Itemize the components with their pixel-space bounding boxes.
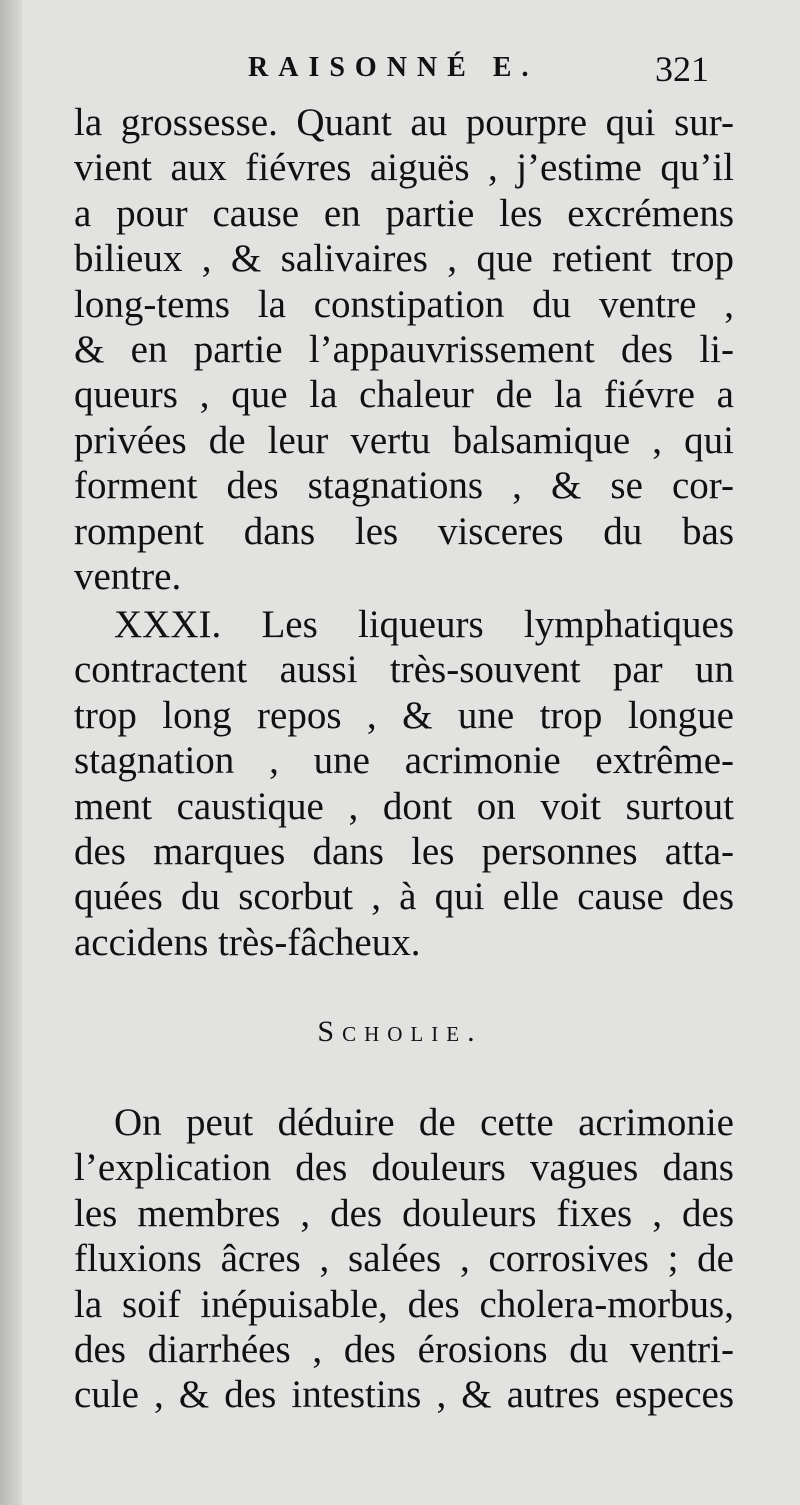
text-line: trop long repos , & une trop longue xyxy=(74,693,734,737)
text-line: bilieux , & salivaires , que retient trop xyxy=(74,237,734,281)
text-line: queurs , que la chaleur de la fiévre a xyxy=(74,373,734,417)
text-line: privées de leur vertu balsamique , qui xyxy=(74,418,734,462)
text-line: fluxions âcres , salées , corrosives ; de xyxy=(74,1237,734,1281)
text-line: ment caustique , dont on voit surtout xyxy=(74,784,734,828)
text-line: la soif inépuisable, des cholera-morbus, xyxy=(74,1282,734,1326)
text-line: On peut déduire de cette acrimonie xyxy=(114,1101,734,1144)
page-number: 321 xyxy=(655,49,709,89)
paragraph-2 xyxy=(74,602,734,965)
text-line: quées du scorbut , à qui elle cause des xyxy=(74,875,734,919)
text-line: a pour cause en partie les excrémens xyxy=(74,191,734,235)
running-head xyxy=(0,48,800,98)
text-line: contractent aussi très-souvent par un xyxy=(74,648,734,692)
text-line: long-tems la constipation du ventre , xyxy=(74,282,734,326)
text-line: XXXI. Les liqueurs lymphatiques xyxy=(114,603,734,646)
text-line: vient aux fiévres aiguës , j’estime qu’il xyxy=(74,146,734,190)
text-line: l’explication des douleurs vagues dans xyxy=(74,1146,734,1190)
section-heading: Scholie. xyxy=(317,1015,483,1048)
text-line: & en partie l’appauvrissement des li- xyxy=(74,327,734,371)
text-line: accidens très-fâcheux. xyxy=(74,920,421,964)
page-gutter-shadow xyxy=(0,0,22,1505)
running-title: RAISONNÉ E. xyxy=(248,52,539,83)
text-line: cule , & des intestins , & autres especes xyxy=(74,1373,734,1417)
text-line: forment des stagnations , & se cor- xyxy=(74,464,734,508)
text-line: rompent dans les visceres du bas xyxy=(74,509,734,553)
paragraph-1 xyxy=(74,100,734,599)
text-line: des marques dans les personnes atta- xyxy=(74,829,734,873)
text-line: ventre. xyxy=(74,554,182,598)
text-line: des diarrhées , des érosions du ventri- xyxy=(74,1327,734,1371)
text-line: stagnation , une acrimonie extrême- xyxy=(74,739,734,783)
text-line: les membres , des douleurs fixes , des xyxy=(74,1191,734,1235)
paragraph-3 xyxy=(74,1100,734,1418)
text-line: la grossesse. Quant au pourpre qui sur- xyxy=(74,101,734,144)
